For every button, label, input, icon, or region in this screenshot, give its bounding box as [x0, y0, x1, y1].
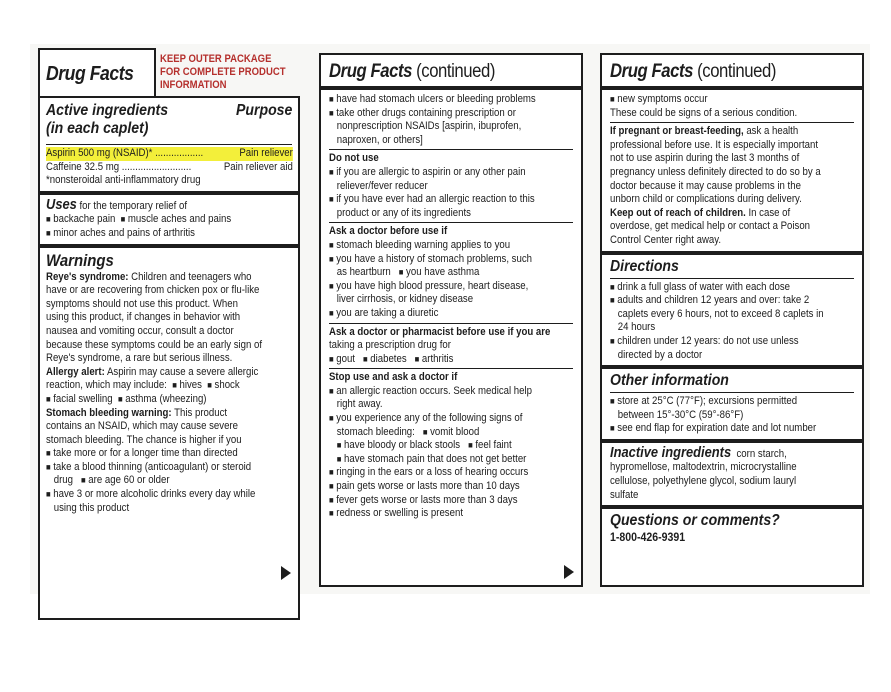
directions-text: caplets every 6 hours, not to exceed 8 caplets in: [617, 307, 824, 320]
warning-text: because these symptoms could be an early sign of: [46, 338, 263, 351]
allergy-heading: Allergy alert:: [46, 365, 105, 378]
warning-text: taking a prescription drug for: [329, 339, 451, 352]
warning-text: symptoms should not use this product. When: [46, 297, 238, 310]
allergy-item: ■ shock: [207, 379, 239, 391]
directions-title: Directions: [610, 257, 679, 275]
warning-item: ■ diabetes: [363, 353, 407, 365]
warning-text: liver cirrhosis, or kidney disease: [336, 293, 474, 306]
warning-item: ■ an allergic reaction occurs. Seek medical help: [329, 385, 539, 399]
directions-item: ■ adults and children 12 years and over: take 2: [610, 294, 820, 308]
ingredient-name: Aspirin 500 mg (NSAID)*: [46, 147, 153, 159]
warning-text: have or are recovering from chicken pox or flu-like: [46, 284, 260, 297]
inactive-text: sulfate: [610, 488, 639, 501]
warning-item: ■ ringing in the ears or a loss of hearing occurs: [329, 466, 539, 480]
warning-text: This product: [174, 406, 228, 419]
panel-2-frame: [319, 53, 583, 587]
nsaid-footnote: *nonsteroidal anti-inflammatory drug: [46, 174, 201, 187]
other-information-title: Other information: [610, 372, 729, 390]
ask-doctor-heading: Ask a doctor before use if: [329, 225, 448, 238]
warning-text: Children and teenagers who: [131, 270, 252, 283]
warning-text: naproxen, or others]: [336, 133, 423, 146]
warning-item: ■ redness or swelling is present: [329, 507, 539, 521]
warning-item: ■ are age 60 or older: [81, 474, 170, 486]
other-info-item: ■ see end flap for expiration date and lot number: [610, 422, 820, 436]
warning-text: product or any of its ingredients: [336, 206, 471, 219]
active-ingredients-title: Active ingredients: [46, 102, 169, 119]
warning-text: reaction, which may include:: [46, 379, 167, 392]
panel-2: [319, 53, 583, 587]
warning-item: ■ fever gets worse or lasts more than 3 days: [329, 494, 539, 508]
warning-item: ■ arthritis: [415, 353, 454, 365]
warning-text: overdose, get medical help or contact a Poison: [610, 220, 811, 233]
notice-line: KEEP OUTER PACKAGE: [160, 53, 272, 65]
warning-item: ■ have 3 or more alcoholic drinks every day while: [46, 488, 258, 502]
reyes-heading: Reye's syndrome:: [46, 270, 129, 283]
panel-3: [600, 53, 864, 587]
warning-text: These could be signs of a serious condition.: [610, 106, 798, 119]
warning-item: ■ have bloody or black stools: [337, 439, 460, 451]
drug-facts-tab: [38, 48, 156, 98]
ingredient-purpose: Pain reliever: [239, 147, 293, 159]
warning-item: ■ you have asthma: [399, 266, 480, 278]
directions-text: 24 hours: [617, 321, 656, 334]
warning-text: nonprescription NSAIDs [aspirin, ibuprofen,: [336, 120, 522, 133]
warning-item: ■ you have high blood pressure, heart disease,: [329, 280, 539, 294]
other-info-item: ■ store at 25°C (77°F); excursions permitted: [610, 395, 820, 409]
warning-text: ask a health: [746, 125, 799, 138]
warning-item: ■ take other drugs containing prescription or: [329, 107, 539, 121]
panel-1-frame: [38, 96, 300, 620]
panel-3-frame: [600, 53, 864, 587]
warning-item: ■ take more or for a longer time than directed: [46, 447, 258, 461]
ingredient-name: Caffeine 32.5 mg: [46, 160, 120, 173]
inactive-text: cellulose, polyethylene glycol, sodium lauryl: [610, 475, 797, 488]
keep-out-of-reach-heading: Keep out of reach of children.: [610, 206, 746, 219]
warning-item: ■ vomit blood: [423, 426, 479, 438]
warning-item: ■ if you are allergic to aspirin or any other pain: [329, 166, 539, 180]
phone-number: 1-800-426-9391: [610, 530, 686, 545]
allergy-item: ■ facial swelling: [46, 393, 113, 405]
warning-text: using this product, if changes in behavior with: [46, 311, 241, 324]
uses-section: [46, 195, 292, 241]
inactive-text: corn starch,: [736, 447, 787, 460]
notice-line: FOR COMPLETE PRODUCT: [160, 66, 286, 78]
questions-title: Questions or comments?: [610, 512, 780, 530]
continued-label: (continued): [416, 61, 495, 82]
panel-title: Drug Facts: [329, 61, 412, 82]
warning-text: nausea and vomiting occur, consult a doctor: [46, 324, 234, 337]
warning-item: ■ pain gets worse or lasts more than 10 days: [329, 480, 539, 494]
warning-text: unborn child or complications during delivery.: [610, 193, 802, 206]
active-ingredients-subtitle: (in each caplet): [46, 120, 149, 137]
allergy-item: ■ hives: [172, 379, 202, 391]
warning-text: right away.: [336, 398, 383, 411]
continued-label: (continued): [697, 61, 776, 82]
warning-text: doctor because it may cause problems in the: [610, 179, 801, 192]
ingredient-aspirin: Aspirin 500 mg (NSAID)* .................. Pain reliever: [46, 147, 293, 159]
warning-text: stomach bleeding:: [336, 425, 415, 438]
warning-text: pregnancy unless definitely directed to do so by a: [610, 165, 821, 178]
stomach-bleeding-heading: Stomach bleeding warning:: [46, 406, 172, 419]
active-ingredients-header: [46, 102, 292, 142]
warning-text: as heartburn: [336, 266, 391, 279]
warning-item: ■ gout: [329, 353, 355, 365]
uses-item: ■ backache pain: [46, 213, 115, 225]
warning-item: ■ you are taking a diuretic: [329, 307, 539, 321]
inactive-text: hypromellose, maltodextrin, microcrystalline: [610, 461, 797, 474]
warning-text: Reye's syndrome, a rare but serious illness.: [46, 352, 233, 365]
uses-intro: for the temporary relief of: [79, 199, 187, 212]
warning-item: ■ new symptoms occur: [610, 93, 820, 107]
warning-text: In case of: [748, 206, 791, 219]
notice-line: INFORMATION: [160, 79, 227, 91]
warning-item: ■ feel faint: [468, 439, 512, 451]
directions-item: ■ drink a full glass of water with each dose: [610, 281, 820, 295]
warning-text: Control Center right away.: [610, 233, 722, 246]
warning-item: ■ if you have ever had an allergic reaction to this: [329, 193, 539, 207]
warning-item: ■ you experience any of the following signs of: [329, 412, 539, 426]
do-not-use-heading: Do not use: [329, 152, 379, 165]
panel-1: [38, 48, 300, 620]
directions-item: ■ children under 12 years: do not use unless: [610, 335, 820, 349]
panel-title: Drug Facts: [46, 63, 134, 85]
warning-item: ■ take a blood thinning (anticoagulant) or steroid: [46, 461, 258, 475]
warning-text: stomach bleeding. The chance is higher if you: [46, 433, 242, 446]
purpose-title: Purpose: [235, 102, 293, 119]
warning-text: reliever/fever reducer: [336, 179, 428, 192]
ask-pharmacist-heading: Ask a doctor or pharmacist before use if you are: [329, 325, 551, 338]
warning-text: Aspirin may cause a severe allergic: [106, 365, 259, 378]
warning-text: professional before use. It is especially important: [610, 138, 819, 151]
allergy-item: ■ asthma (wheezing): [118, 393, 207, 405]
warning-item: ■ stomach bleeding warning applies to you: [329, 239, 539, 253]
warning-text: contains an NSAID, which may cause severe: [46, 420, 238, 433]
uses-item: ■ muscle aches and pains: [121, 213, 231, 225]
warning-text: drug: [53, 474, 74, 487]
directions-text: directed by a doctor: [617, 348, 703, 361]
warning-item: ■ have had stomach ulcers or bleeding problems: [329, 93, 539, 107]
warning-item: ■ have stomach pain that does not get better: [329, 453, 539, 467]
warning-item: ■ you have a history of stomach problems, such: [329, 253, 539, 267]
warning-text: not to use aspirin during the last 3 months of: [610, 152, 800, 165]
uses-item: ■ minor aches and pains of arthritis: [46, 227, 258, 241]
continue-arrow-icon: [281, 566, 291, 580]
panel-title: Drug Facts: [610, 61, 693, 82]
pregnancy-heading: If pregnant or breast-feeding,: [610, 125, 744, 138]
ingredient-purpose: Pain reliever aid: [223, 160, 293, 173]
continue-arrow-icon: [564, 565, 574, 579]
stop-use-heading: Stop use and ask a doctor if: [329, 371, 458, 384]
warnings-section: [46, 251, 292, 516]
warning-text: using this product: [53, 501, 130, 514]
other-info-text: between 15°-30°C (59°-86°F): [617, 408, 744, 421]
ingredient-caffeine: Caffeine 32.5 mg .......................... Pain reliever aid: [46, 160, 293, 173]
uses-title: Uses: [46, 195, 77, 213]
inactive-ingredients-title: Inactive ingredients: [610, 443, 732, 461]
warnings-title: Warnings: [46, 250, 114, 270]
